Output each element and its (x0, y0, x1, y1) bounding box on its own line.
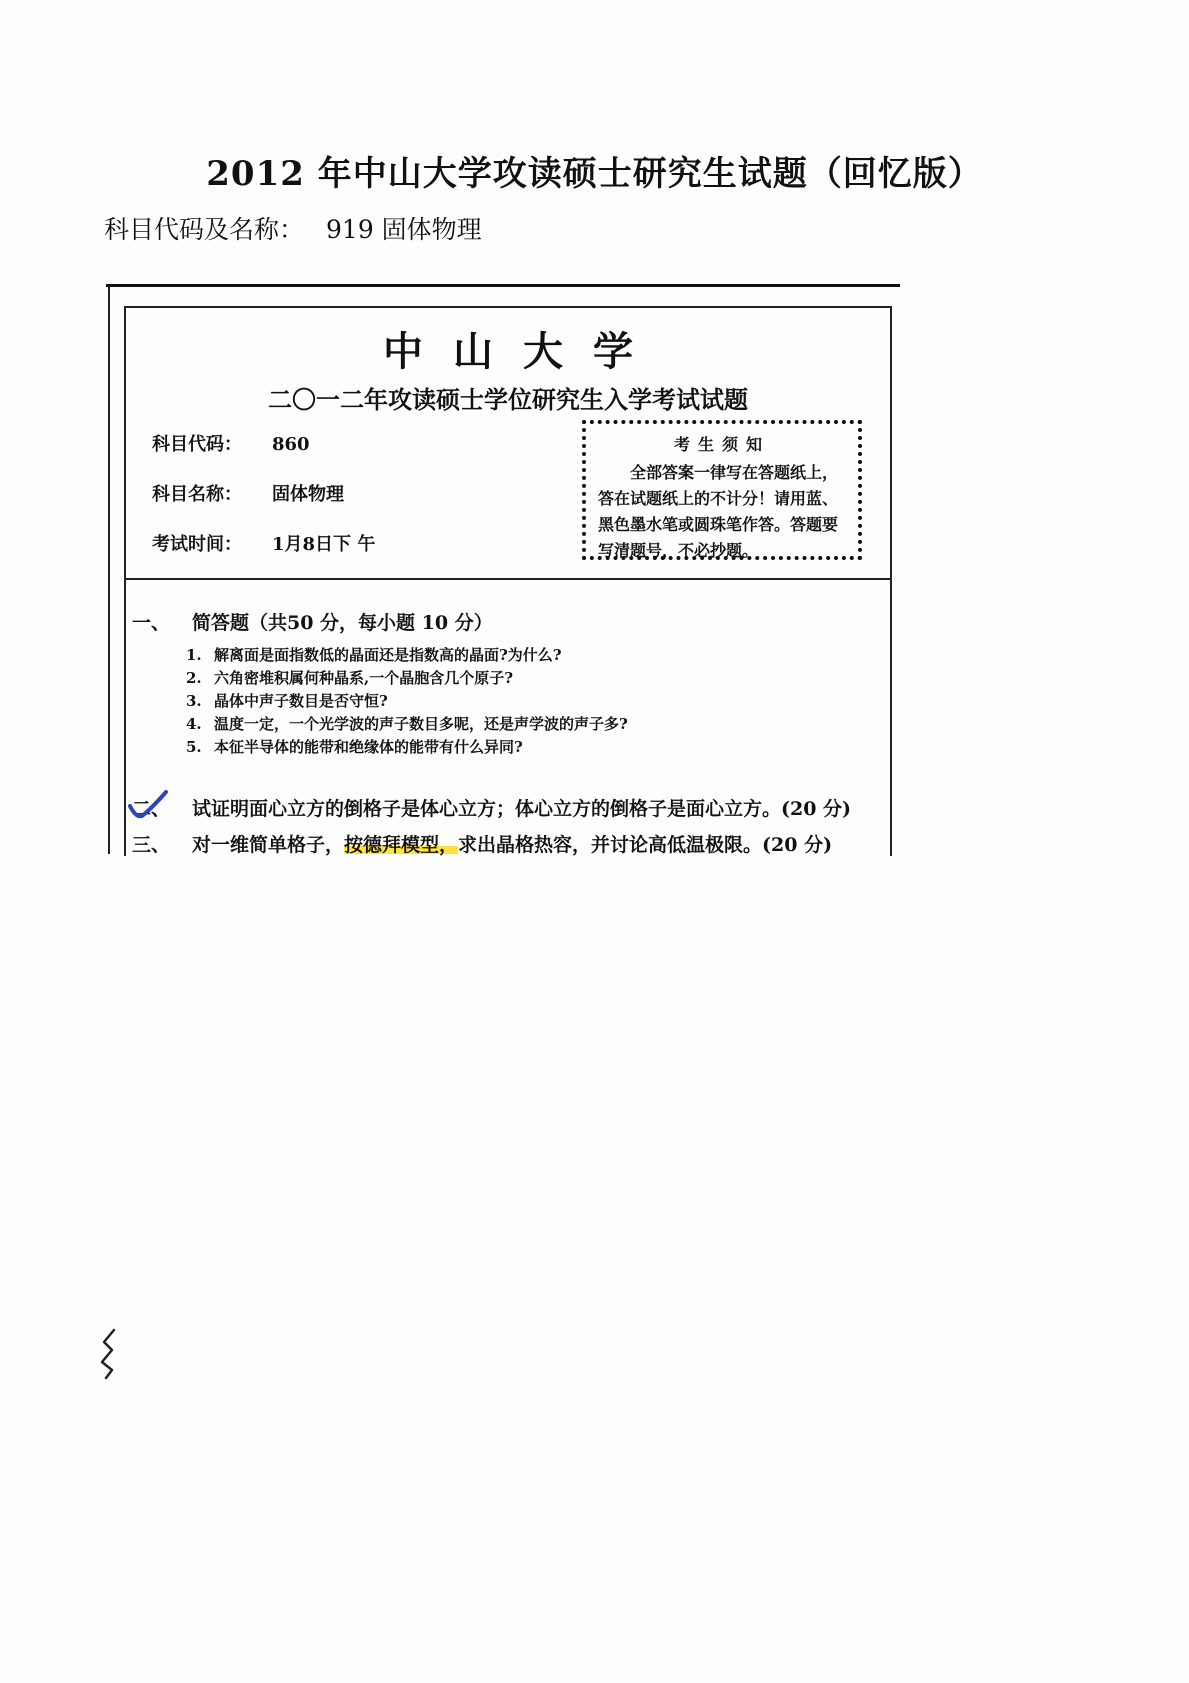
question-text: 试证明面心立方的倒格子是体心立方；体心立方的倒格子是面心立方。(20 分) (192, 798, 852, 820)
question-number: 2. (186, 669, 202, 687)
section-title: 简答题（共50 分，每小题 10 分） (192, 612, 493, 634)
list-item (186, 644, 628, 667)
subject-label: 科目代码及名称： (104, 215, 305, 244)
info-row-name (152, 480, 344, 506)
margin-squiggle-icon (98, 1326, 120, 1380)
list-item (186, 736, 628, 759)
question-number: 4. (186, 715, 202, 733)
notice-box (582, 420, 862, 560)
section-number-text: 二、 (132, 798, 171, 820)
section-one-heading (132, 608, 493, 635)
question-number: 3. (186, 692, 202, 710)
notice-text: 全部答案一律写在答题纸上，答在试题纸上的不计分！请用蓝、黑色墨水笔或圆珠笔作答。答题要写清题号，不必抄题。 (598, 463, 839, 560)
exam-heading: 二〇一二年攻读硕士学位研究生入学考试试题 (268, 385, 748, 414)
info-row-code (152, 430, 310, 456)
notice-title: 考生须知 (673, 435, 770, 454)
question-text: 解离面是面指数低的晶面还是指数高的晶面?为什么? (214, 646, 562, 664)
question-text: 本征半导体的能带和绝缘体的能带有什么异同? (214, 738, 523, 756)
left-rule (108, 286, 110, 854)
question-text-after: 求出晶格热容，并讨论高低温极限。(20 分) (458, 834, 833, 856)
question-three (132, 830, 832, 857)
university-name: 中山大学 (383, 328, 663, 375)
info-label: 科目名称： (152, 484, 242, 505)
page-title: 2012 年中山大学攻读硕士研究生试题（回忆版） (206, 154, 983, 194)
subject-line (104, 210, 482, 246)
section-divider (126, 578, 890, 580)
info-value: 860 (272, 434, 310, 455)
section-number: 三、 (132, 834, 171, 856)
question-text: 温度一定，一个光学波的声子数目多呢，还是声学波的声子多? (214, 715, 628, 733)
highlighted-text: 按德拜模型， (344, 834, 459, 856)
section-number (132, 794, 192, 821)
question-two (132, 794, 851, 821)
check-mark-icon (126, 788, 170, 822)
info-label: 考试时间： (152, 534, 242, 555)
list-item (186, 667, 628, 690)
list-item (186, 713, 628, 736)
question-text: 晶体中声子数目是否守恒? (214, 692, 388, 710)
question-number: 5. (186, 738, 202, 756)
subject-value: 919 固体物理 (326, 215, 482, 244)
exam-paper-frame (124, 306, 892, 856)
info-label: 科目代码： (152, 434, 242, 455)
question-number: 1. (186, 646, 202, 664)
section-number: 一、 (132, 612, 171, 634)
question-text: 六角密堆积属何种晶系,一个晶胞含几个原子? (214, 669, 514, 687)
info-row-time (152, 530, 375, 556)
info-value: 1月8日下 午 (272, 534, 376, 555)
info-value: 固体物理 (272, 484, 344, 505)
list-item (186, 690, 628, 713)
question-list (186, 644, 628, 759)
question-text-before: 对一维简单格子， (192, 834, 345, 856)
top-rule (106, 284, 900, 287)
